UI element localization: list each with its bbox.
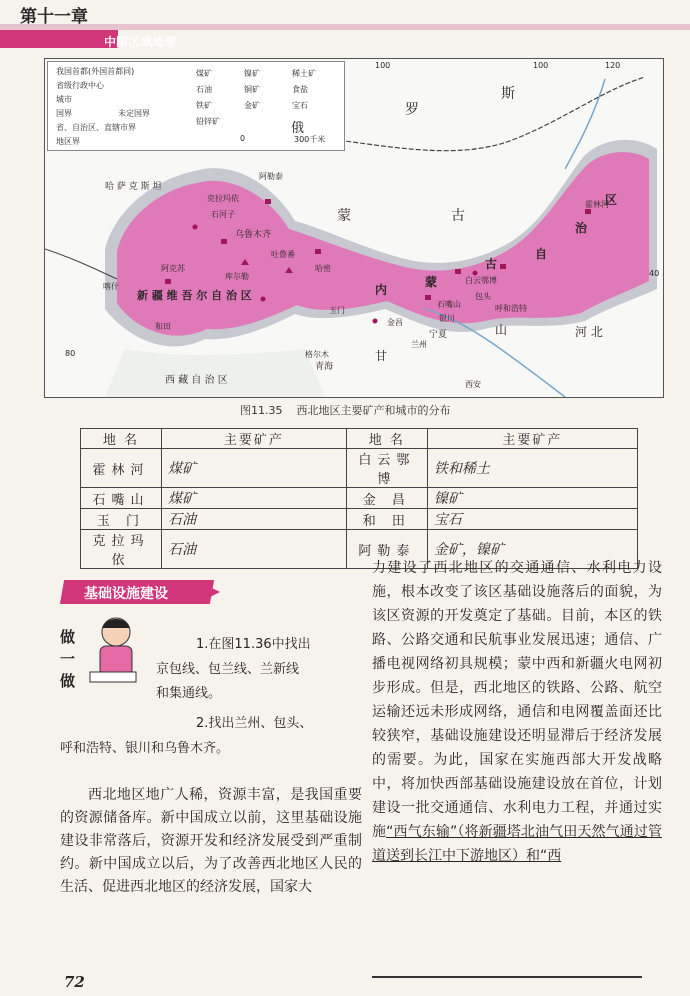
legend-mineral-5: 食盐	[292, 85, 308, 94]
table-cell-mineral: 石油	[162, 509, 347, 530]
map-label-akesu: 阿克苏	[161, 264, 185, 273]
table-row	[81, 488, 638, 509]
chapter-title: 第十一章	[20, 7, 88, 27]
activity-item-2: 2.找出兰州、包头、	[196, 716, 313, 731]
map-label-mongolia2: 古	[451, 208, 465, 224]
table-cell-mineral: 镍矿	[427, 488, 637, 509]
activity-item-1-line2: 京包线、包兰线、兰新线	[156, 662, 300, 677]
legend-national-border: 国界	[56, 109, 72, 118]
map-label-huhehaote: 呼和浩特	[495, 304, 527, 313]
table-row	[81, 449, 638, 488]
legend-scale-end: 300千米	[294, 135, 326, 144]
map-label-aletai: 阿勒泰	[259, 172, 283, 181]
legend-mineral-2: 稀土矿	[292, 69, 316, 78]
table-cell-place: 石嘴山	[81, 488, 162, 509]
activity-item-1-line3: 和集通线。	[156, 686, 222, 701]
map-caption	[240, 402, 465, 418]
table-header: 主要矿产	[162, 429, 347, 449]
body-text-right	[372, 556, 662, 868]
map-label-xian: 西安	[465, 380, 481, 389]
map-tick-100b: 100	[533, 61, 549, 70]
map-label-baotou: 包头	[475, 292, 491, 301]
activity-badge: 做一做	[60, 628, 76, 690]
legend-mineral-0: 煤矿	[196, 69, 212, 78]
legend-mineral-1: 镍矿	[244, 69, 260, 78]
map-tick-80: 80	[65, 349, 76, 358]
map-label-tibet: 西 藏 自 治 区	[165, 375, 228, 386]
map-label-neimenggu3: 古	[485, 257, 498, 271]
legend-mineral-6: 铁矿	[196, 101, 212, 110]
table-cell-mineral: 煤矿	[162, 488, 347, 509]
table-row	[81, 509, 638, 530]
legend-mineral-8: 宝石	[292, 101, 308, 110]
map-label-hebei: 河 北	[575, 325, 603, 339]
map-label-neimenggu6: 区	[605, 193, 618, 207]
table-cell-place: 阿勒泰	[346, 530, 427, 569]
banner-arrow-icon	[200, 582, 220, 602]
body-paragraph-continued: 力建设了西北地区的交通通信、水利电力设施，根本改变了该区基础设施落后的面貌，为该区资源的开发奠定了基础。目前，本区的铁路、公路交通和民航事业发展迅速；通信、广播电视网络初具规模；蒙中西和新疆火电网初步形成。但是，西北地区的铁路、公路、航空运输还远未形成网络，通信和电网覆盖面还比较狭窄，基础设施建设还明显滞后于经济发展的需要。为此，国家在实施西部大开发战略中，将加快西部基础设施建设放在首位，计划建设一批交通通信、水利电力工程，并通过实施	[372, 560, 662, 840]
table-cell-place: 金 昌	[346, 488, 427, 509]
map-label-xinjiang: 新 疆 维 吾 尔 自 治 区	[137, 289, 252, 302]
activity-item-2-line2: 呼和浩特、银川和乌鲁木齐。	[60, 741, 230, 756]
page-number: 72	[64, 973, 85, 991]
map-tick-100a: 100	[375, 61, 391, 70]
student-illustration-icon	[80, 614, 150, 694]
map-label-geermu: 格尔木	[305, 350, 329, 359]
legend-mineral-3: 石油	[196, 85, 212, 94]
table-header: 地 名	[81, 429, 162, 449]
body-paragraph: 西北地区地广人稀，资源丰富，是我国重要的资源储备库。新中国成立以前，这里基础设施建设非常落后，资源开发和经济发展受到严重制约。新中国成立以后，为了改善西北地区人民的生活、促进西北地区的经济发展，国家大	[60, 787, 362, 895]
map-label-neimenggu2: 蒙	[425, 275, 438, 289]
map-label-qinghai: 青海	[315, 362, 334, 372]
table-cell-place: 霍林河	[81, 449, 162, 488]
map-label-russia2: 罗	[405, 102, 419, 118]
map-label-kashi: 喀什	[103, 282, 119, 291]
map-label-russia3: 斯	[501, 86, 515, 102]
legend-region-border: 地区界	[56, 137, 80, 146]
map-label-neimenggu1: 内	[375, 283, 388, 297]
legend-city: 城市	[56, 95, 72, 104]
map-label-gansu: 甘	[375, 349, 388, 363]
legend-undetermined-border: 未定国界	[118, 109, 150, 118]
map-label-mongolia1: 蒙	[337, 208, 351, 224]
mineral-map	[44, 58, 664, 398]
handwritten-underline	[372, 976, 642, 978]
table-header: 主要矿产	[427, 429, 637, 449]
map-label-neimenggu4: 自	[535, 247, 548, 261]
chapter-tab	[0, 30, 118, 48]
table-cell-place: 白云鄂博	[346, 449, 427, 488]
map-label-ningxia: 宁夏	[429, 330, 448, 340]
caption-fig-number: 图11.35	[240, 404, 283, 417]
table-cell-mineral: 煤矿	[162, 449, 347, 488]
map-label-neimenggu5: 治	[575, 221, 588, 235]
map-label-yumen: 玉门	[329, 306, 345, 315]
table-cell-place: 克拉玛依	[81, 530, 162, 569]
legend-province-capital: 省级行政中心	[56, 81, 104, 90]
table-cell-mineral: 石油	[162, 530, 347, 569]
map-label-shanxi: 山	[495, 323, 508, 337]
legend-mineral-4: 铜矿	[244, 85, 260, 94]
table-cell-mineral: 宝石	[427, 509, 637, 530]
map-label-lanzhou: 兰州	[411, 340, 427, 349]
map-label-kelamayi: 克拉玛依	[207, 194, 239, 203]
map-label-hami: 哈密	[315, 264, 331, 273]
map-label-jinchang: 金昌	[387, 318, 403, 327]
map-label-baiyunebo: 白云鄂博	[465, 276, 497, 285]
legend-scale-start: 0	[240, 134, 246, 143]
table-cell-mineral: 金矿，镍矿	[427, 530, 637, 569]
legend-mineral-7: 金矿	[244, 101, 260, 110]
map-label-hasake: 哈 萨 克 斯 坦	[105, 182, 162, 192]
map-label-shihezi: 石河子	[211, 210, 235, 219]
table-cell-place: 和 田	[346, 509, 427, 530]
map-tick-40: 40	[649, 269, 660, 278]
body-text-left	[60, 784, 362, 899]
map-legend	[47, 61, 345, 151]
map-label-hetian: 和田	[155, 322, 171, 331]
map-label-shizuishan: 石嘴山	[437, 300, 461, 309]
chapter-subtitle: 中国区域地理	[104, 35, 177, 49]
map-label-tulufan: 吐鲁番	[271, 250, 295, 259]
map-label-huolinhe: 霍林河	[585, 200, 609, 209]
map-label-kuerle: 库尔勒	[225, 272, 249, 281]
table-header: 地 名	[346, 429, 427, 449]
mineral-table	[80, 428, 638, 569]
legend-province-border: 省、自治区、直辖市界	[56, 123, 136, 132]
map-label-russia: 俄	[291, 121, 305, 136]
legend-mineral-9: 铅锌矿	[196, 117, 220, 126]
map-label-yinchuan: 银川	[439, 314, 455, 323]
table-header-row	[81, 429, 638, 449]
activity-item-1: 1.在图11.36中找出	[196, 637, 311, 652]
table-cell-place: 玉 门	[81, 509, 162, 530]
section-title: 基础设施建设	[84, 586, 168, 602]
map-label-wulumuqi: 乌鲁木齐	[235, 230, 272, 240]
body-underlined-text: “西气东输”（将新疆塔北油气田天然气通过管道送到长江中下游地区）和“西	[372, 824, 662, 864]
legend-capital: 我国首都(外国首都同)	[56, 67, 135, 76]
caption-text: 西北地区主要矿产和城市的分布	[296, 404, 451, 417]
map-tick-120: 120	[605, 61, 621, 70]
table-cell-mineral: 铁和稀土	[427, 449, 637, 488]
